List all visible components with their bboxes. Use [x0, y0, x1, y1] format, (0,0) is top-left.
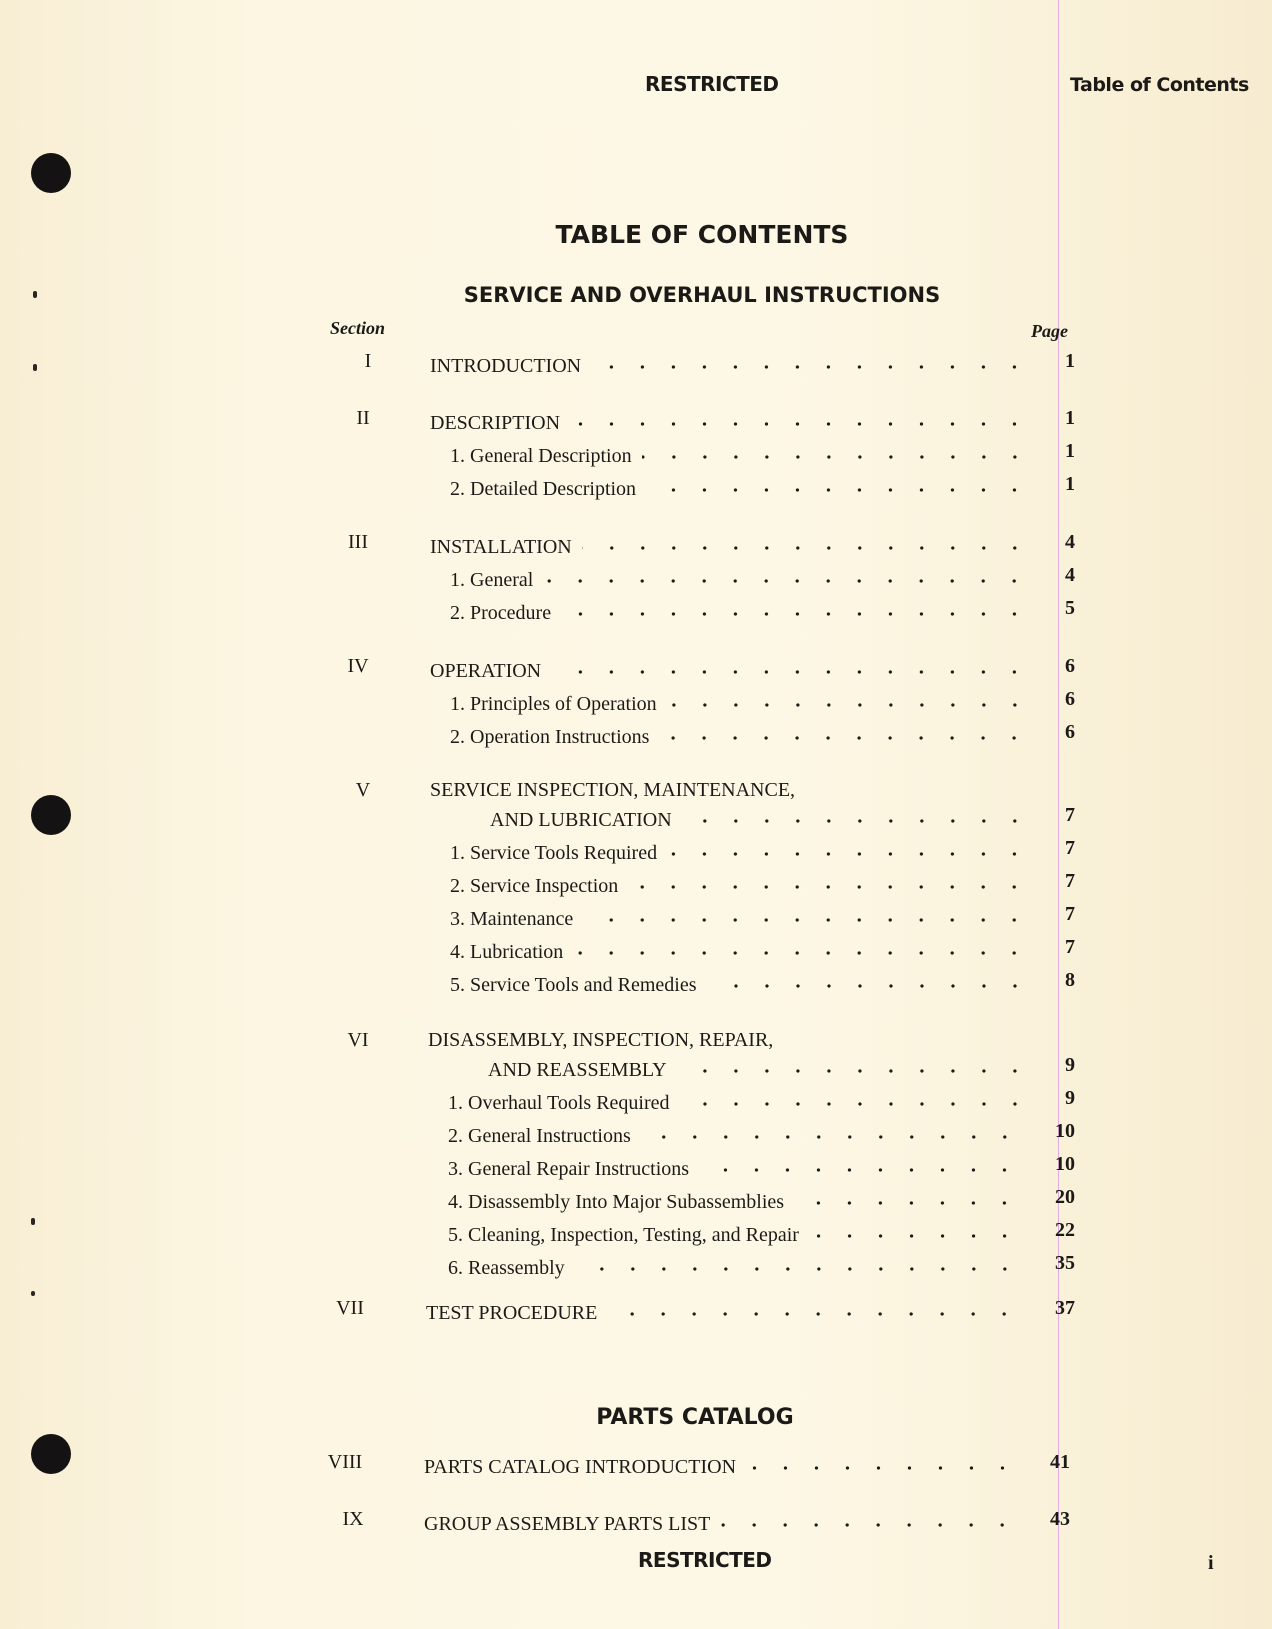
- running-title: Table of Contents: [1070, 74, 1249, 96]
- subsection-title: 1. Principles of Operation: [450, 693, 657, 715]
- section-column-label: Section: [330, 318, 386, 338]
- page-number: 1: [1065, 350, 1075, 372]
- page-number: 6: [1065, 688, 1075, 710]
- subsection-title: 5. Service Tools and Remedies: [450, 974, 697, 996]
- toc-section-row[interactable]: [0, 1029, 1272, 1055]
- toc-subsection-row[interactable]: [0, 1252, 1272, 1278]
- toc-subsection-row[interactable]: [0, 564, 1272, 590]
- subsection-title: 1. Overhaul Tools Required: [448, 1092, 670, 1114]
- toc-subsection-row[interactable]: [0, 473, 1272, 499]
- page-number: 8: [1065, 969, 1075, 991]
- toc-subsection-row[interactable]: [0, 903, 1272, 929]
- subsection-title: 6. Reassembly: [448, 1257, 565, 1279]
- section-title-line1: SERVICE INSPECTION, MAINTENANCE,: [430, 779, 796, 801]
- page-number: 7: [1065, 936, 1075, 958]
- subsection-title: 2. Detailed Description: [450, 478, 637, 500]
- subsection-title: 2. Service Inspection: [450, 875, 619, 897]
- part2-heading: PARTS CATALOG: [596, 1405, 794, 1430]
- toc-section-row-cont[interactable]: [0, 1054, 1272, 1080]
- toc-subsection-row[interactable]: [0, 688, 1272, 714]
- subsection-title: 4. Disassembly Into Major Subassemblies: [448, 1191, 785, 1213]
- page-number: 1: [1065, 440, 1075, 462]
- leader-dots: [646, 473, 1030, 495]
- toc-subsection-row[interactable]: [0, 1153, 1272, 1179]
- binder-hole: [31, 153, 71, 193]
- toc-subsection-row[interactable]: [0, 1087, 1272, 1113]
- leader-dots: [573, 936, 1030, 958]
- toc-subsection-row[interactable]: [0, 1186, 1272, 1212]
- leader-dots: [583, 903, 1030, 925]
- section-title: OPERATION: [430, 660, 542, 682]
- page-number: 37: [1055, 1297, 1075, 1319]
- leader-dots: [677, 1054, 1030, 1076]
- section-number: VII: [336, 1297, 364, 1319]
- leader-dots: [628, 870, 1030, 892]
- toc-subsection-row[interactable]: [0, 597, 1272, 623]
- folio-page-number: i: [1208, 1552, 1214, 1574]
- part1-heading: SERVICE AND OVERHAUL INSTRUCTIONS: [463, 283, 941, 307]
- leader-dots: [746, 1451, 1018, 1473]
- page-number: 9: [1065, 1087, 1075, 1109]
- toc-section-row[interactable]: [0, 531, 1272, 557]
- section-title: GROUP ASSEMBLY PARTS LIST: [424, 1513, 711, 1535]
- leader-dots: [543, 564, 1030, 586]
- page-number: 22: [1055, 1219, 1075, 1241]
- section-title-line2: AND REASSEMBLY: [488, 1059, 667, 1081]
- toc-section-row[interactable]: [0, 350, 1272, 376]
- subsection-title: 2. General Instructions: [448, 1125, 631, 1147]
- toc-section-row-cont[interactable]: [0, 804, 1272, 830]
- page-number: 1: [1065, 407, 1075, 429]
- toc-section-row[interactable]: [0, 407, 1272, 433]
- leader-dots: [720, 1508, 1018, 1530]
- page-number: 4: [1065, 531, 1075, 553]
- section-title: TEST PROCEDURE: [426, 1302, 598, 1324]
- subsection-title: 2. Operation Instructions: [450, 726, 650, 748]
- page-number: 7: [1065, 903, 1075, 925]
- leader-dots: [570, 407, 1030, 429]
- page-number: 7: [1065, 804, 1075, 826]
- toc-subsection-row[interactable]: [0, 440, 1272, 466]
- leader-dots: [582, 531, 1030, 553]
- leader-dots: [667, 837, 1030, 859]
- subsection-title: 1. General Description: [450, 445, 632, 467]
- page-number: 4: [1065, 564, 1075, 586]
- page-column-label: Page: [1031, 321, 1068, 341]
- toc-subsection-row[interactable]: [0, 721, 1272, 747]
- section-title: INSTALLATION: [430, 536, 572, 558]
- toc-section-row[interactable]: [0, 779, 1272, 805]
- paper-speck: [31, 1291, 35, 1296]
- toc-section-row[interactable]: [0, 655, 1272, 681]
- toc-subsection-row[interactable]: [0, 969, 1272, 995]
- page-number: 6: [1065, 655, 1075, 677]
- section-title-line2: AND LUBRICATION: [490, 809, 672, 831]
- leader-dots: [682, 804, 1030, 826]
- section-title: DESCRIPTION: [430, 412, 561, 434]
- leader-dots: [607, 1297, 1020, 1319]
- page-number: 6: [1065, 721, 1075, 743]
- leader-dots: [699, 1153, 1020, 1175]
- page-number: 7: [1065, 870, 1075, 892]
- leader-dots: [561, 597, 1030, 619]
- leader-dots: [680, 1087, 1030, 1109]
- section-number: VIII: [327, 1451, 363, 1473]
- page-number: 7: [1065, 837, 1075, 859]
- section-number: V: [355, 779, 371, 801]
- subsection-title: 5. Cleaning, Inspection, Testing, and Repair: [448, 1224, 799, 1246]
- page-number: 10: [1055, 1153, 1075, 1175]
- leader-dots: [667, 688, 1030, 710]
- subsection-title: 4. Lubrication: [450, 941, 564, 963]
- section-number: IV: [347, 655, 369, 677]
- subsection-title: 3. Maintenance: [450, 908, 574, 930]
- page-number: 43: [1050, 1508, 1070, 1530]
- section-title: PARTS CATALOG INTRODUCTION: [424, 1456, 737, 1478]
- classification-top: RESTRICTED: [645, 72, 779, 96]
- toc-subsection-row[interactable]: [0, 837, 1272, 863]
- subsection-title: 2. Procedure: [450, 602, 552, 624]
- leader-dots: [642, 440, 1030, 462]
- subsection-title: 1. Service Tools Required: [450, 842, 658, 864]
- leader-dots: [591, 350, 1030, 372]
- section-number: I: [364, 350, 372, 372]
- leader-dots: [551, 655, 1030, 677]
- leader-dots: [794, 1186, 1020, 1208]
- toc-subsection-row[interactable]: [0, 870, 1272, 896]
- toc-section-row[interactable]: [0, 1297, 1272, 1323]
- section-title-line1: DISASSEMBLY, INSPECTION, REPAIR,: [428, 1029, 774, 1051]
- section-number: III: [348, 531, 368, 553]
- toc-subsection-row[interactable]: [0, 1219, 1272, 1245]
- page-number: 1: [1065, 473, 1075, 495]
- leader-dots: [659, 721, 1030, 743]
- section-number: II: [356, 407, 370, 429]
- page-number: 5: [1065, 597, 1075, 619]
- subsection-title: 3. General Repair Instructions: [448, 1158, 690, 1180]
- page-title: TABLE OF CONTENTS: [555, 220, 849, 249]
- toc-section-row[interactable]: [0, 1508, 1272, 1534]
- page-number: 35: [1055, 1252, 1075, 1274]
- section-title: INTRODUCTION: [430, 355, 582, 377]
- section-number: IX: [342, 1508, 364, 1530]
- page-number: 20: [1055, 1186, 1075, 1208]
- section-number: VI: [347, 1029, 369, 1051]
- leader-dots: [641, 1120, 1020, 1142]
- leader-dots: [575, 1252, 1020, 1274]
- page-number: 9: [1065, 1054, 1075, 1076]
- leader-dots: [809, 1219, 1020, 1241]
- classification-bottom: RESTRICTED: [638, 1548, 772, 1572]
- page-number: 10: [1055, 1120, 1075, 1142]
- page-number: 41: [1050, 1451, 1070, 1473]
- toc-section-row[interactable]: [0, 1451, 1272, 1477]
- subsection-title: 1. General: [450, 569, 534, 591]
- toc-subsection-row[interactable]: [0, 1120, 1272, 1146]
- leader-dots: [707, 969, 1030, 991]
- toc-subsection-row[interactable]: [0, 936, 1272, 962]
